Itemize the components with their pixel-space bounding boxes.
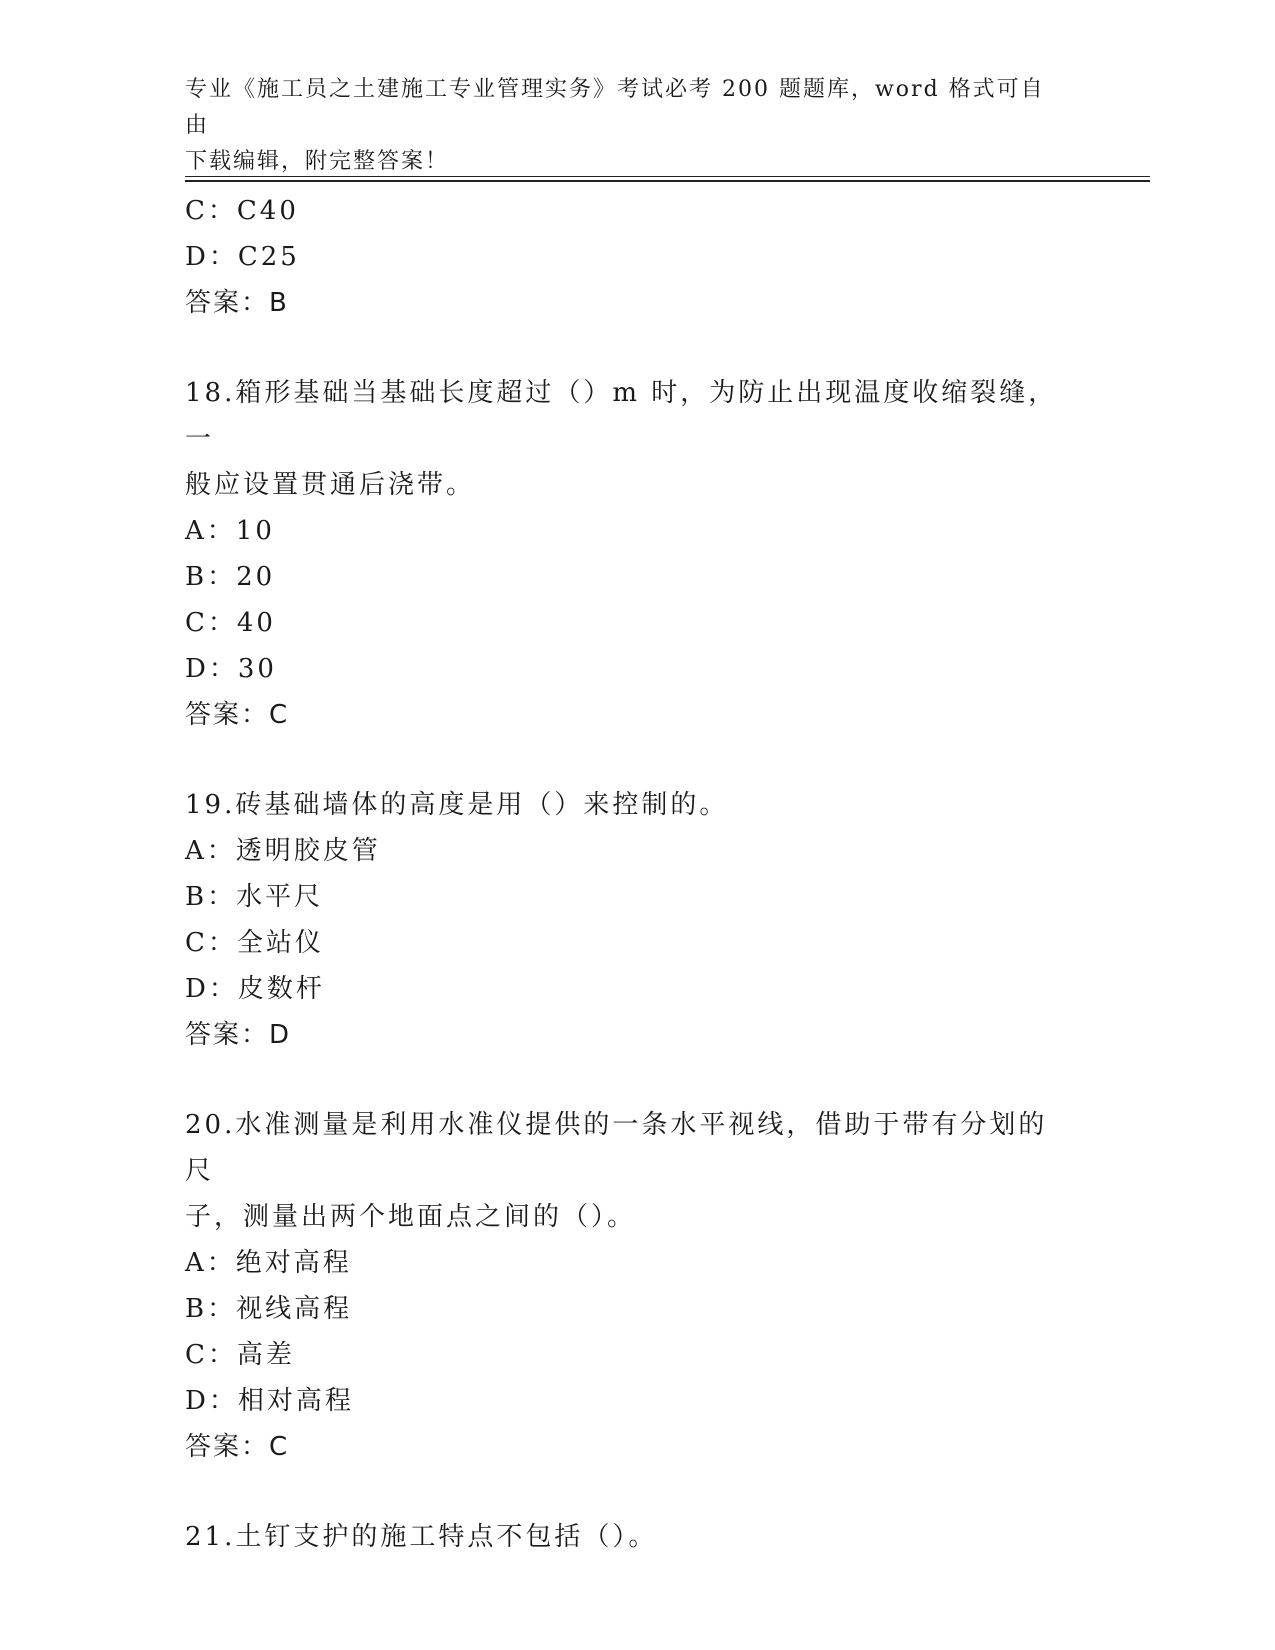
question-19-block <box>185 782 1085 1058</box>
question-text <box>185 1514 1065 1560</box>
spacer <box>185 738 1085 782</box>
option-b: B：视线高程 <box>185 1294 353 1324</box>
option-d: D：皮数杆 <box>185 974 325 1004</box>
option-b: B：20 <box>185 562 276 592</box>
question-21-block <box>185 1514 1085 1560</box>
spacer <box>185 1058 1085 1102</box>
question-text-line2: 般应设置贯通后浇带。 <box>185 470 476 500</box>
header-divider-thick <box>185 180 1150 182</box>
header-title-line1: 专业《施工员之土建施工专业管理实务》考试必考 200 题题库，word 格式可自由 <box>185 77 1045 138</box>
option-d: D：30 <box>185 654 277 684</box>
question-content <box>185 188 1085 1560</box>
option-c: C：C40 <box>185 196 299 226</box>
question-20-block <box>185 1102 1085 1470</box>
question-18-block <box>185 370 1085 738</box>
header-divider-thin <box>185 176 1150 177</box>
option-b: B：水平尺 <box>185 882 324 912</box>
answer-label: 答案：D <box>185 1020 292 1050</box>
spacer <box>185 326 1085 370</box>
option-a: A：10 <box>185 516 275 546</box>
spacer <box>185 1470 1085 1514</box>
answer-label: 答案：C <box>185 700 290 730</box>
question-text-line1: 20.水准测量是利用水准仪提供的一条水平视线，借助于带有分划的尺 <box>185 1110 1048 1186</box>
question-text <box>185 370 1065 508</box>
question-text-line2: 子，测量出两个地面点之间的（）。 <box>185 1202 637 1232</box>
option-c: C：全站仪 <box>185 928 324 958</box>
page-header <box>185 72 1065 180</box>
option-c: C：高差 <box>185 1340 295 1370</box>
question-text <box>185 782 1065 828</box>
option-c: C：40 <box>185 608 276 638</box>
option-d: D：相对高程 <box>185 1386 354 1416</box>
question-17-block <box>185 188 1085 326</box>
option-a: A：绝对高程 <box>185 1248 352 1278</box>
question-text <box>185 1102 1065 1240</box>
question-text-line1: 21.土钉支护的施工特点不包括（）。 <box>185 1522 658 1552</box>
answer-label: 答案：B <box>185 288 289 318</box>
option-d: D：C25 <box>185 242 300 272</box>
option-a: A：透明胶皮管 <box>185 836 381 866</box>
answer-label: 答案：C <box>185 1432 290 1462</box>
question-text-line1: 19.砖基础墙体的高度是用（）来控制的。 <box>185 790 729 820</box>
header-title-line2: 下载编辑，附完整答案！ <box>185 149 450 174</box>
question-text-line1: 18.箱形基础当基础长度超过（）m 时，为防止出现温度收缩裂缝，一 <box>185 378 1058 454</box>
